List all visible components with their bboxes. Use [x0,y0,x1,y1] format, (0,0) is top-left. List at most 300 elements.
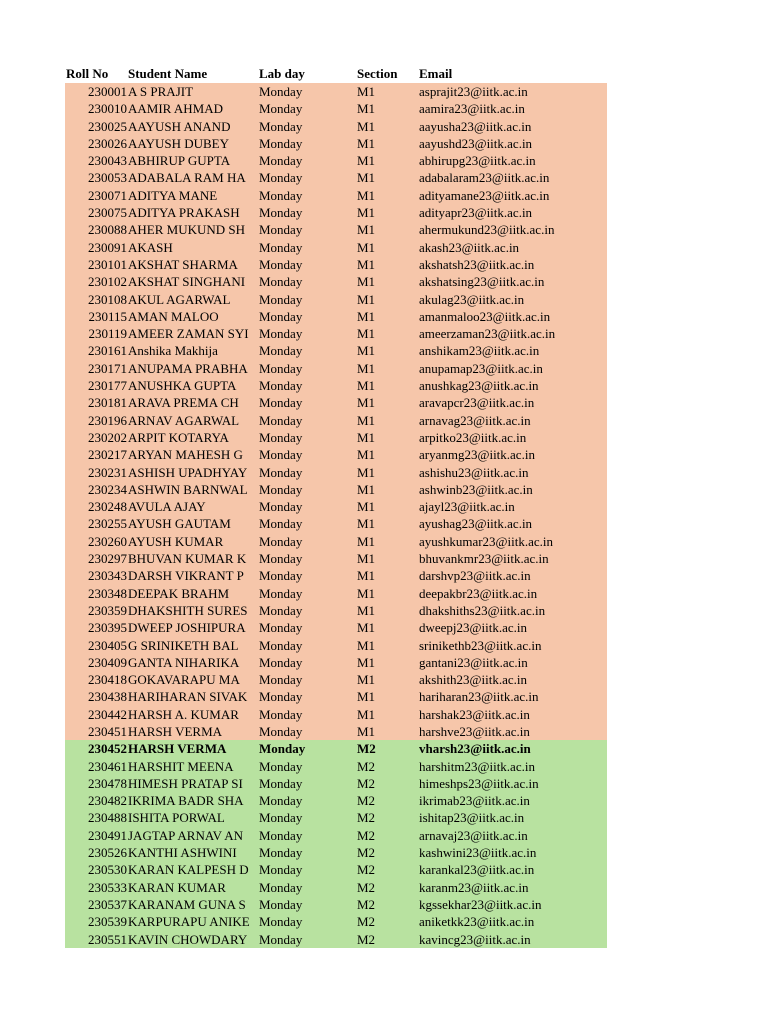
lab-day-cell: Monday [259,672,303,688]
name-cell: ADABALA RAM HA [128,170,246,186]
email-cell: harshve23@iitk.ac.in [419,723,530,739]
name-cell: KANTHI ASHWINI [128,845,237,861]
section-cell: M2 [357,775,376,791]
lab-day-cell: Monday [259,170,303,186]
section-cell: M1 [357,464,376,480]
name-cell: AAYUSH DUBEY [128,135,230,151]
name-cell: ABHIRUP GUPTA [128,153,231,169]
lab-day-cell: Monday [259,481,303,497]
name-cell: KARPURAPU ANIKE [128,914,250,930]
lab-day-cell: Monday [259,551,303,567]
email-cell: ameerzaman23@iitk.ac.in [419,326,556,342]
name-cell: AKSHAT SHARMA [128,256,238,272]
email-cell: harshitm23@iitk.ac.in [419,758,535,774]
email-cell: akash23@iitk.ac.in [419,239,520,255]
section-cell: M2 [357,879,376,895]
name-cell: AMEER ZAMAN SYI [128,326,249,342]
section-cell: M1 [357,429,376,445]
lab-day-cell: Monday [259,118,303,134]
email-cell: aamira23@iitk.ac.in [419,101,525,117]
table-row [65,585,607,602]
section-cell: M1 [357,326,376,342]
email-cell: ikrimab23@iitk.ac.in [419,793,530,809]
email-cell: anshikam23@iitk.ac.in [419,343,540,359]
roll-cell: 230478 [88,775,127,791]
lab-day-cell: Monday [259,205,303,221]
lab-day-cell: Monday [259,274,303,290]
name-cell: KARAN KALPESH D [128,862,249,878]
email-cell: adityamane23@iitk.ac.in [419,187,550,203]
section-cell: M1 [357,654,376,670]
table-row [65,412,607,429]
table-row [65,308,607,325]
table-row [65,913,607,930]
table-row [65,135,607,152]
header-student-name: Student Name [128,66,208,81]
name-cell: DWEEP JOSHIPURA [128,620,246,636]
section-cell: M1 [357,551,376,567]
section-cell: M1 [357,602,376,618]
name-cell: AAYUSH ANAND [128,118,231,134]
section-cell: M1 [357,187,376,203]
header-roll-no: Roll No [66,66,109,81]
lab-day-cell: Monday [259,896,303,912]
section-cell: M1 [357,308,376,324]
roll-cell: 230418 [88,672,127,688]
name-cell: AAMIR AHMAD [128,101,223,117]
name-cell: GANTA NIHARIKA [128,654,240,670]
section-cell: M1 [357,499,376,515]
table-row [65,706,607,723]
roll-cell: 230491 [88,827,127,843]
name-cell: HIMESH PRATAP SI [128,775,243,791]
email-cell: arnavag23@iitk.ac.in [419,412,531,428]
roll-cell: 230530 [88,862,127,878]
roll-cell: 230025 [88,118,127,134]
name-cell: HARSH A. KUMAR [128,706,239,722]
email-cell: darshvp23@iitk.ac.in [419,568,531,584]
table-row [65,118,607,135]
email-cell: ayushkumar23@iitk.ac.in [419,533,553,549]
section-cell: M2 [357,845,376,861]
roll-cell: 230533 [88,879,127,895]
lab-day-cell: Monday [259,810,303,826]
table-row [65,567,607,584]
name-cell: A S PRAJIT [128,84,194,99]
lab-day-cell: Monday [259,464,303,480]
name-cell: KAVIN CHOWDARY [128,931,248,947]
lab-day-cell: Monday [259,914,303,930]
table-row [65,844,607,861]
name-cell: HARSH VERMA [128,741,227,757]
roll-cell: 230102 [88,274,127,290]
table-row [65,204,607,221]
section-cell: M1 [357,516,376,532]
table-row [65,792,607,809]
table-row [65,775,607,792]
roll-cell: 230348 [88,585,127,601]
name-cell: ANUPAMA PRABHA [128,360,248,376]
roll-cell: 230108 [88,291,127,307]
roll-cell: 230202 [88,429,127,445]
table-row [65,931,607,948]
section-cell: M2 [357,896,376,912]
name-cell: DHAKSHITH SURES [128,602,248,618]
table-row [65,896,607,913]
name-cell: AHER MUKUND SH [128,222,246,238]
email-cell: himeshps23@iitk.ac.in [419,775,539,791]
table-row [65,291,607,308]
lab-day-cell: Monday [259,568,303,584]
lab-day-cell: Monday [259,758,303,774]
table-row [65,394,607,411]
table-row [65,879,607,896]
lab-day-cell: Monday [259,222,303,238]
email-cell: hariharan23@iitk.ac.in [419,689,539,705]
table-row [65,550,607,567]
section-cell: M1 [357,360,376,376]
section-cell: M1 [357,101,376,117]
roll-cell: 230071 [88,187,127,203]
name-cell: AKASH [128,239,173,255]
email-cell: ashishu23@iitk.ac.in [419,464,529,480]
lab-day-cell: Monday [259,84,303,99]
roll-cell: 230234 [88,481,127,497]
roll-cell: 230101 [88,256,127,272]
roll-cell: 230091 [88,239,127,255]
section-cell: M2 [357,931,376,947]
roll-cell: 230461 [88,758,127,774]
email-cell: aayusha23@iitk.ac.in [419,118,532,134]
email-cell: ayushag23@iitk.ac.in [419,516,533,532]
name-cell: BHUVAN KUMAR K [128,551,247,567]
roll-cell: 230010 [88,101,127,117]
section-cell: M1 [357,222,376,238]
name-cell: AKUL AGARWAL [128,291,231,307]
email-cell: arnavaj23@iitk.ac.in [419,827,528,843]
roll-cell: 230177 [88,378,127,394]
roll-cell: 230115 [88,308,127,324]
roll-cell: 230196 [88,412,127,428]
roll-cell: 230026 [88,135,127,151]
section-cell: M2 [357,810,376,826]
roll-cell: 230395 [88,620,127,636]
table-row [65,169,607,186]
lab-day-cell: Monday [259,533,303,549]
name-cell: G SRINIKETH BAL [128,637,239,653]
table-row [65,861,607,878]
email-cell: abhirupg23@iitk.ac.in [419,153,536,169]
header-email: Email [419,66,453,81]
email-cell: anupamap23@iitk.ac.in [419,360,543,376]
table-row [65,429,607,446]
section-cell: M1 [357,620,376,636]
roll-cell: 230231 [88,464,127,480]
name-cell: ASHWIN BARNWAL [128,481,248,497]
section-cell: M1 [357,672,376,688]
table-row [65,83,607,100]
section-cell: M1 [357,135,376,151]
table-row [65,740,607,757]
name-cell: DEEPAK BRAHM [128,585,230,601]
lab-day-cell: Monday [259,931,303,947]
name-cell: KARAN KUMAR [128,879,226,895]
section-cell: M1 [357,378,376,394]
lab-day-cell: Monday [259,343,303,359]
section-cell: M1 [357,153,376,169]
section-cell: M1 [357,412,376,428]
name-cell: KARANAM GUNA S [128,896,246,912]
lab-day-cell: Monday [259,256,303,272]
lab-day-cell: Monday [259,326,303,342]
lab-day-cell: Monday [259,412,303,428]
lab-day-cell: Monday [259,395,303,411]
name-cell: JAGTAP ARNAV AN [128,827,244,843]
section-cell: M1 [357,291,376,307]
lab-day-cell: Monday [259,291,303,307]
lab-day-cell: Monday [259,793,303,809]
table-row [65,809,607,826]
lab-day-cell: Monday [259,845,303,861]
email-cell: kgssekhar23@iitk.ac.in [419,896,542,912]
name-cell: IKRIMA BADR SHA [128,793,244,809]
section-cell: M1 [357,585,376,601]
student-table [65,65,607,948]
table-row [65,758,607,775]
section-cell: M1 [357,118,376,134]
roll-cell: 230551 [88,931,127,947]
email-cell: dhakshiths23@iitk.ac.in [419,602,546,618]
roll-cell: 230482 [88,793,127,809]
email-cell: ajayl23@iitk.ac.in [419,499,515,515]
lab-day-cell: Monday [259,637,303,653]
roll-cell: 230488 [88,810,127,826]
roll-cell: 230359 [88,602,127,618]
email-cell: amanmaloo23@iitk.ac.in [419,308,551,324]
name-cell: ARPIT KOTARYA [128,429,229,445]
roll-cell: 230438 [88,689,127,705]
table-row [65,360,607,377]
email-cell: asprajit23@iitk.ac.in [419,84,528,99]
roll-cell: 230442 [88,706,127,722]
lab-day-cell: Monday [259,879,303,895]
section-cell: M1 [357,205,376,221]
email-cell: kashwini23@iitk.ac.in [419,845,537,861]
section-cell: M1 [357,637,376,653]
roll-cell: 230537 [88,896,127,912]
name-cell: AMAN MALOO [128,308,219,324]
table-row [65,619,607,636]
table-row [65,377,607,394]
name-cell: HARSHIT MEENA [128,758,234,774]
roll-cell: 230119 [88,326,127,342]
lab-day-cell: Monday [259,706,303,722]
lab-day-cell: Monday [259,620,303,636]
roll-cell: 230526 [88,845,127,861]
roll-cell: 230248 [88,499,127,515]
roll-cell: 230181 [88,395,127,411]
roll-cell: 230088 [88,222,127,238]
roll-cell: 230161 [88,343,127,359]
section-cell: M2 [357,914,376,930]
roll-cell: 230217 [88,447,127,463]
roll-cell: 230297 [88,551,127,567]
name-cell: HARIHARAN SIVAK [128,689,248,705]
lab-day-cell: Monday [259,827,303,843]
name-cell: ARNAV AGARWAL [128,412,240,428]
email-cell: adityapr23@iitk.ac.in [419,205,533,221]
section-cell: M1 [357,343,376,359]
table-row [65,273,607,290]
name-cell: AYUSH KUMAR [128,533,224,549]
lab-day-cell: Monday [259,862,303,878]
email-cell: gantani23@iitk.ac.in [419,654,528,670]
lab-day-cell: Monday [259,516,303,532]
section-cell: M2 [357,862,376,878]
table-row [65,100,607,117]
name-cell: ADITYA MANE [128,187,218,203]
email-cell: akshatsing23@iitk.ac.in [419,274,545,290]
section-cell: M1 [357,274,376,290]
lab-day-cell: Monday [259,654,303,670]
lab-day-cell: Monday [259,308,303,324]
name-cell: Anshika Makhija [128,343,218,359]
section-cell: M1 [357,447,376,463]
roll-cell: 230255 [88,516,127,532]
roll-cell: 230043 [88,153,127,169]
roll-cell: 230260 [88,533,127,549]
table-row [65,239,607,256]
section-cell: M1 [357,239,376,255]
lab-day-cell: Monday [259,187,303,203]
email-cell: srinikethb23@iitk.ac.in [419,637,542,653]
section-cell: M2 [357,827,376,843]
lab-day-cell: Monday [259,741,306,757]
table-row [65,498,607,515]
email-cell: ashwinb23@iitk.ac.in [419,481,533,497]
section-cell: M1 [357,533,376,549]
name-cell: DARSH VIKRANT P [128,568,244,584]
name-cell: ARYAN MAHESH G [128,447,243,463]
section-cell: M1 [357,568,376,584]
name-cell: GOKAVARAPU MA [128,672,240,688]
section-cell: M1 [357,170,376,186]
lab-day-cell: Monday [259,429,303,445]
table-row [65,654,607,671]
lab-day-cell: Monday [259,360,303,376]
name-cell: AVULA AJAY [128,499,206,515]
table-row [65,723,607,740]
email-cell: ahermukund23@iitk.ac.in [419,222,555,238]
lab-day-cell: Monday [259,723,303,739]
table-row [65,671,607,688]
section-cell: M2 [357,741,376,757]
lab-day-cell: Monday [259,602,303,618]
table-row [65,637,607,654]
header-lab-day: Lab day [259,66,305,81]
lab-day-cell: Monday [259,153,303,169]
section-cell: M1 [357,723,376,739]
table-row [65,325,607,342]
roll-cell: 230001 [88,84,127,99]
email-cell: aayushd23@iitk.ac.in [419,135,533,151]
email-cell: aravapcr23@iitk.ac.in [419,395,535,411]
section-cell: M1 [357,256,376,272]
section-cell: M1 [357,689,376,705]
email-cell: adabalaram23@iitk.ac.in [419,170,550,186]
table-row [65,221,607,238]
lab-day-cell: Monday [259,239,303,255]
table-row [65,533,607,550]
lab-day-cell: Monday [259,775,303,791]
name-cell: ANUSHKA GUPTA [128,378,237,394]
email-cell: bhuvankmr23@iitk.ac.in [419,551,549,567]
table-body [65,83,607,948]
table-row [65,152,607,169]
table-header [65,65,607,83]
name-cell: ISHITA PORWAL [128,810,225,826]
roll-cell: 230452 [88,741,127,757]
roll-cell: 230539 [88,914,127,930]
name-cell: ASHISH UPADHYAY [128,464,248,480]
table-row [65,602,607,619]
name-cell: AYUSH GAUTAM [128,516,231,532]
roll-cell: 230343 [88,568,127,584]
section-cell: M1 [357,481,376,497]
lab-day-cell: Monday [259,499,303,515]
name-cell: ADITYA PRAKASH [128,205,240,221]
email-cell: kavincg23@iitk.ac.in [419,931,531,947]
table-row [65,342,607,359]
table-row [65,688,607,705]
lab-day-cell: Monday [259,101,303,117]
roll-cell: 230409 [88,654,127,670]
email-cell: ishitap23@iitk.ac.in [419,810,525,826]
email-cell: arpitko23@iitk.ac.in [419,429,527,445]
section-cell: M2 [357,793,376,809]
email-cell: vharsh23@iitk.ac.in [419,741,531,757]
roll-cell: 230171 [88,360,127,376]
email-cell: akulag23@iitk.ac.in [419,291,525,307]
section-cell: M1 [357,395,376,411]
table-row [65,187,607,204]
lab-day-cell: Monday [259,447,303,463]
name-cell: HARSH VERMA [128,723,223,739]
table-row [65,827,607,844]
name-cell: AKSHAT SINGHANI [128,274,246,290]
email-cell: aniketkk23@iitk.ac.in [419,914,535,930]
name-cell: ARAVA PREMA CH [128,395,239,411]
email-cell: aryanmg23@iitk.ac.in [419,447,535,463]
email-cell: akshatsh23@iitk.ac.in [419,256,535,272]
table-row [65,481,607,498]
roll-cell: 230053 [88,170,127,186]
roll-cell: 230451 [88,723,127,739]
section-cell: M2 [357,758,376,774]
email-cell: anushkag23@iitk.ac.in [419,378,539,394]
table-row [65,446,607,463]
lab-day-cell: Monday [259,378,303,394]
lab-day-cell: Monday [259,135,303,151]
email-cell: dweepj23@iitk.ac.in [419,620,527,636]
table-row [65,256,607,273]
table-row [65,464,607,481]
email-cell: deepakbr23@iitk.ac.in [419,585,538,601]
email-cell: akshith23@iitk.ac.in [419,672,528,688]
header-section: Section [357,66,398,81]
email-cell: karanm23@iitk.ac.in [419,879,529,895]
section-cell: M1 [357,706,376,722]
